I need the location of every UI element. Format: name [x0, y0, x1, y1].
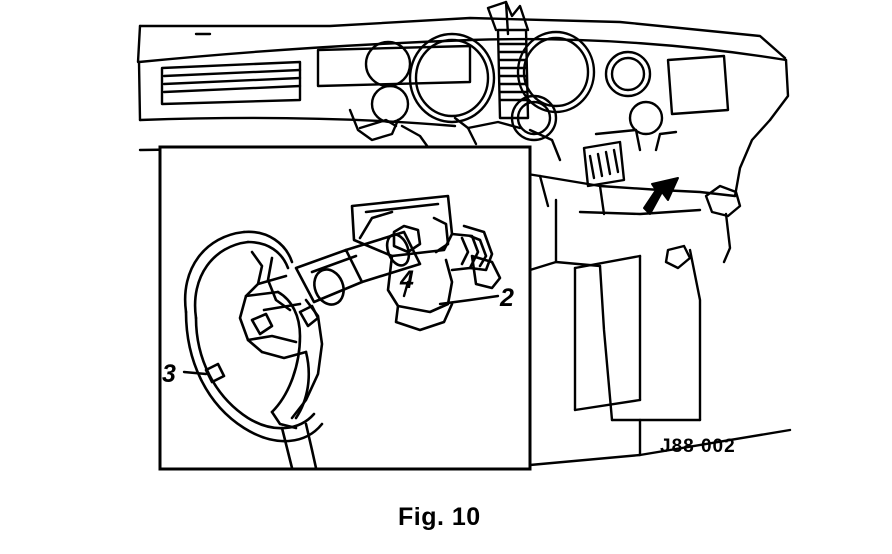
dash-switch-block	[584, 130, 640, 186]
callout-2: 2	[500, 284, 514, 312]
part-code-label: J88 002	[660, 436, 736, 457]
lever-right	[666, 186, 740, 268]
glovebox-panel	[656, 56, 728, 150]
figure-caption: Fig. 10	[398, 503, 481, 531]
callout-3: 3	[162, 360, 176, 388]
detail-inset-panel	[160, 147, 530, 469]
callout-4: 4	[400, 266, 414, 294]
pointer-arrow	[644, 178, 678, 214]
